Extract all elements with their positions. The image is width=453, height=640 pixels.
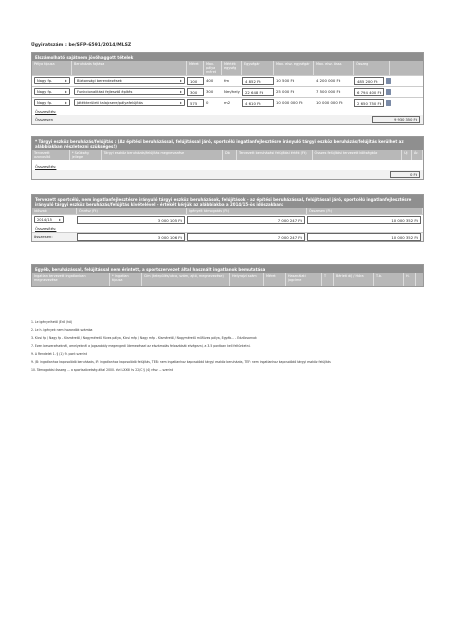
section-sport-assets: [31, 194, 424, 242]
col-header: Mérték egység: [222, 61, 242, 75]
col-header: Ár.: [412, 150, 423, 160]
col-header: Összesen (Ft): [307, 208, 423, 214]
col-header: Beruházás fajtása: [72, 61, 187, 75]
total-value: 9 930 350 Ft: [372, 116, 420, 123]
total-value: 0 Ft: [390, 171, 420, 178]
max-size: 400: [206, 78, 214, 83]
col-header: Max. elsz. egységár: [274, 61, 314, 75]
section-asset-investment: [31, 136, 424, 180]
size-field[interactable]: 575: [187, 99, 204, 107]
period-select[interactable]: 2014/15 ⬍: [34, 216, 64, 223]
chevron-down-icon: ⬍: [64, 78, 67, 83]
column-headers: [32, 208, 423, 214]
col-header: Tárgyi eszköz beruházás/felújítás megnevezése: [102, 150, 223, 160]
chevron-down-icon: ⬍: [179, 100, 182, 105]
footnote: 3. Kicsi fp / Nagy fp - Kismérető / Nagyméretű füves pálya, Kicsi mfp / Nagy mfp - Kismérető / Nagyméretű műfüves pálya, Egyéb... - Edzőcsarnok: [31, 336, 257, 340]
col-header: Új: [402, 150, 412, 160]
unit-price-field[interactable]: 4 610 Ft: [242, 99, 274, 107]
column-headers: [32, 150, 423, 160]
footnote: 10. Támogatási összeg ... a sportszövetség által 2000. évi LXXIII tv 22/C § (4) rész ... szerint: [31, 368, 173, 372]
type-select[interactable]: Nagy fp. ⬍: [34, 88, 70, 95]
type-select[interactable]: Nagy fp. ⬍: [34, 99, 70, 106]
col-header: Összeg: [354, 61, 390, 75]
chevron-down-icon: ⬍: [64, 89, 67, 94]
kind-select[interactable]: Funkcionalitást fejlesztő építés ⬍: [74, 88, 185, 95]
max-total: 4 200 000 Ft: [316, 78, 341, 83]
unit-price-field[interactable]: 22 648 Ft: [242, 88, 274, 96]
summary-label: Összesítés:: [35, 164, 57, 169]
amount: 6 794 400 Ft: [354, 88, 384, 96]
sum-total: 10 000 352 Ft: [307, 233, 421, 241]
unit: m2: [224, 100, 231, 105]
reference-number: Ügyiratszám : be/SFP-6591/2014/MLSZ: [31, 43, 132, 48]
col-header: Pélya típusa: [32, 61, 72, 75]
support-field[interactable]: 7 000 247 Ft: [187, 216, 305, 224]
column-headers: [32, 61, 423, 75]
amount: 2 650 750 Ft: [354, 99, 384, 107]
kind-select[interactable]: Biztonsági berendezések ⬍: [74, 77, 185, 84]
total-row: [32, 232, 423, 241]
chevron-down-icon: ⬍: [58, 217, 61, 222]
section-eligible-items: [31, 52, 424, 125]
summary-label: Összesítés:: [35, 109, 57, 114]
footnote: 1. Le igényelhető (Erő /hó): [31, 320, 73, 324]
col-header: Tervezett azonosító: [32, 150, 70, 160]
col-header: Használati jogcíme: [286, 273, 322, 286]
col-header: Db: [223, 150, 237, 160]
col-header: T: [322, 273, 334, 286]
trash-icon[interactable]: [386, 89, 391, 95]
footnote: 7. Ezen beszerzéseknél, amelyeknél a Jogszabály megengedi ütemezéssel az elszámolás felosztását elvégezni, a 3.5 pontban kell feltüntetni.: [31, 344, 251, 348]
col-header: Helyrajzi szám: [230, 273, 264, 286]
col-header: Méret: [264, 273, 286, 286]
table-row: [32, 214, 423, 225]
section-title: Tervezett sportcélú, nem ingatlanfejlesztésre irányuló tárgyi eszköz beruházások, felújítások - az építési beruházással, felújítással járó, sportcélú ingatlanfejlesztésre irányuló tárgyi eszköz beruházás/felújítás kivételével - értékét kérjük az alábbiakba a 2014/15-ös időszakban:: [32, 195, 423, 208]
trash-icon[interactable]: [386, 78, 391, 84]
footnote: 9. /B: ingatlanhoz kapcsolódó beruházás, IF: ingatlanhoz kapcsolódó felújítás, TEB: nem ingatlanhoz kapcsolódó tárgyi eszköz beruházás, TEF: nem ingatlanhoz kapcsolódó tárgyi eszköz felújítás: [31, 360, 331, 364]
chevron-down-icon: ⬍: [64, 100, 67, 105]
trash-icon[interactable]: [386, 100, 391, 106]
section-title: * Tárgyi eszköz beruházás/felújítás : (Az építési beruházással, felújítással járó, sportcélú ingatlanfejlesztésre irányuló tárgyi eszköz beruházás/felújítás kerülhet az alábbiakban részletezni szükséges!): [32, 137, 423, 150]
col-header: Méret: [187, 61, 204, 75]
amount: 485 200 Ft: [354, 77, 384, 85]
total-label: Összesen: [35, 117, 53, 122]
table-row: [32, 97, 423, 108]
kind-select[interactable]: Játékterületi talajcsere/pályafelújítás ⬍: [74, 99, 185, 106]
col-header: Összes felújítási tervezett költségköz: [313, 150, 403, 160]
col-header: Bérleti díj / Hóra: [334, 273, 374, 286]
col-header: Időszak: [32, 208, 77, 214]
col-header: Ingatlan tervezett ingatlanban megnevezése: [32, 273, 110, 286]
col-header: Max. elsz. össz.: [314, 61, 354, 75]
section-other-properties: [31, 264, 424, 287]
col-header: * Szükség jellege: [70, 150, 102, 160]
col-header: Max. pálya méret: [204, 61, 222, 75]
max-total: 7 500 000 Ft: [316, 89, 341, 94]
col-header: Egységár: [242, 61, 274, 75]
footnote: 2. Le h. igények nem hozandók számba: [31, 328, 93, 332]
size-field[interactable]: 100: [187, 77, 204, 85]
col-header: Igényelt támogatás (Ft): [187, 208, 307, 214]
support-total: 7 000 247 Ft: [187, 233, 305, 241]
footnote: 9. A Rendelet 1. § (1) 9. pont szerint: [31, 352, 87, 356]
col-header: Önrész (Ft): [77, 208, 187, 214]
type-select[interactable]: Nagy fp. ⬍: [34, 77, 70, 84]
sum-field: 10 000 352 Ft: [307, 216, 421, 224]
own-total: 3 000 106 Ft: [77, 233, 185, 241]
footnotes: [31, 320, 431, 376]
column-headers: [32, 273, 423, 286]
unit: fm: [224, 78, 230, 83]
total-row: [32, 170, 423, 179]
unit-price-field[interactable]: 4 852 Ft: [242, 77, 274, 85]
col-header: Tervezett beruházási felújítási érték (Ft): [237, 150, 313, 160]
size-field[interactable]: 300: [187, 88, 204, 96]
col-header: T.b.: [374, 273, 404, 286]
max-unit-price: 10 000 000 Ft: [276, 100, 303, 105]
max-size: 300: [206, 89, 214, 94]
own-share-field[interactable]: 3 000 105 Ft: [77, 216, 185, 224]
max-unit-price: 10 500 Ft: [276, 78, 295, 83]
section-title: Elszámolható sajátnem jövőhaggott tételek: [32, 53, 423, 61]
table-row: [32, 75, 423, 86]
total-row: [32, 115, 423, 124]
summary-label: Összesítés:: [35, 226, 57, 231]
max-unit-price: 25 000 Ft: [276, 89, 295, 94]
unit: Nm/hely: [224, 89, 240, 94]
col-header: Cím (település/utca, szám, ajtó, megnevezése): [142, 273, 230, 286]
chevron-down-icon: ⬍: [179, 78, 182, 83]
section-title: Egyéb, beruházással, felújítással nem érintett, a sportszervezet által használt ingatlanok bemutatása: [32, 265, 423, 273]
table-row: [32, 86, 423, 97]
total-label: összesen:: [34, 234, 53, 239]
max-size: 0: [206, 100, 209, 105]
col-header: * Ingatlan típusa: [110, 273, 142, 286]
max-total: 10 000 000 Ft: [316, 100, 343, 105]
chevron-down-icon: ⬍: [179, 89, 182, 94]
col-header: H.: [404, 273, 416, 286]
